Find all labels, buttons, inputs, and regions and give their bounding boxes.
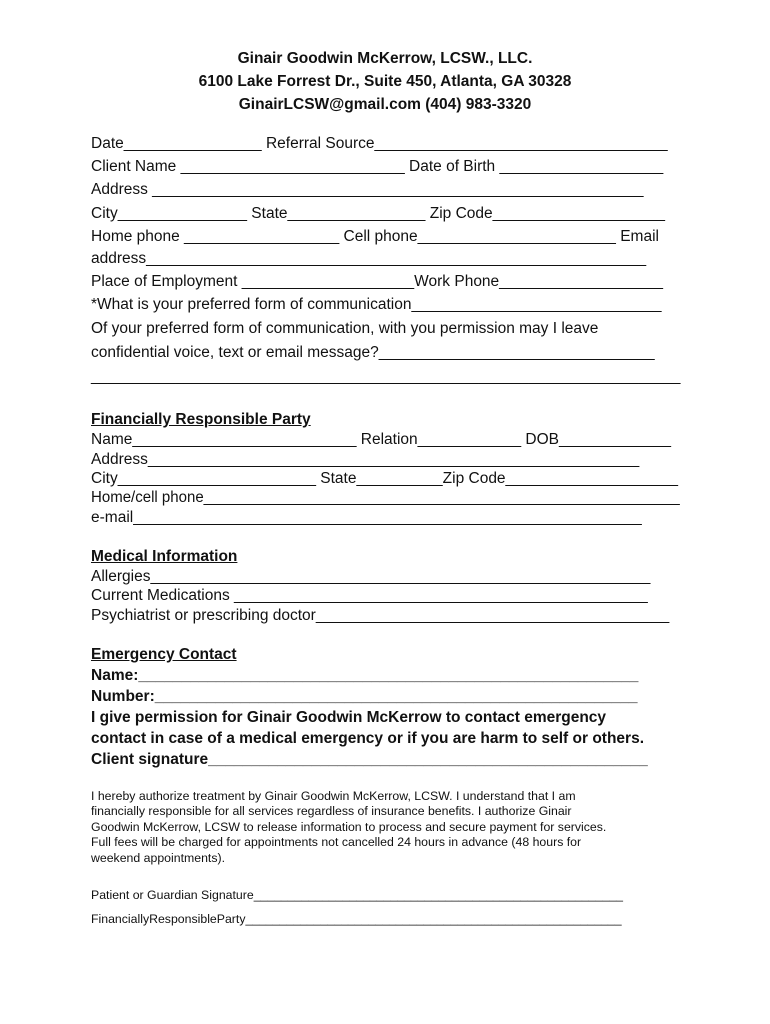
financial-city-row[interactable]: City_______________________ State__________Zip Code____________________	[91, 470, 678, 487]
emergency-number-row[interactable]: Number:________________________________________________________	[91, 688, 638, 705]
financial-address-row[interactable]: Address_________________________________________________________	[91, 451, 640, 468]
email-address-row[interactable]: address__________________________________________________________	[91, 250, 647, 267]
preferred-communication-row[interactable]: *What is your preferred form of communication_____________________________	[91, 296, 662, 313]
date-referral-row[interactable]: Date________________ Referral Source__________________________________	[91, 135, 668, 152]
form-header	[0, 47, 770, 116]
authorization-line: weekend appointments).	[91, 850, 225, 865]
authorization-paragraph	[91, 789, 691, 866]
client-name-dob-row[interactable]: Client Name __________________________ Date of Birth ___________________	[91, 158, 664, 175]
emergency-permission-line-2: contact in case of a medical emergency or if you are harm to self or others.	[91, 730, 645, 747]
blank-line-row[interactable]: ______________________________________________________________________	[91, 368, 681, 385]
authorization-line: financially responsible for all services regardless of insurance benefits. I authorize Ginair	[91, 804, 572, 819]
emergency-section-heading: Emergency Contact	[91, 646, 237, 663]
permission-text: Of your preferred form of communication, with you permission may I leave	[91, 320, 599, 337]
medications-row[interactable]: Current Medications ________________________________________________	[91, 587, 648, 604]
confidential-message-row[interactable]: confidential voice, text or email message?________________________________	[91, 344, 655, 361]
client-signature-row[interactable]: Client signature___________________________________________________	[91, 751, 648, 768]
psychiatrist-row[interactable]: Psychiatrist or prescribing doctor_________________________________________	[91, 607, 670, 624]
address-row[interactable]: Address _________________________________________________________	[91, 181, 644, 198]
practice-contact: GinairLCSW@gmail.com (404) 983-3320	[238, 96, 532, 113]
practice-name: Ginair Goodwin McKerrow, LCSW., LLC.	[237, 50, 533, 67]
phone-row[interactable]: Home phone __________________ Cell phone_______________________ Email	[91, 228, 659, 245]
medical-section-heading: Medical Information	[91, 548, 238, 565]
financial-email-row[interactable]: e-mail___________________________________________________________	[91, 509, 642, 526]
allergies-row[interactable]: Allergies__________________________________________________________	[91, 568, 651, 585]
city-state-zip-row[interactable]: City_______________ State________________ Zip Code____________________	[91, 205, 666, 222]
patient-guardian-signature-row[interactable]: Patient or Guardian Signature______________________________________________________	[91, 888, 623, 902]
financial-name-row[interactable]: Name__________________________ Relation____________ DOB_____________	[91, 431, 672, 448]
authorization-line: Goodwin McKerrow, LCSW to release information to process and secure payment for services.	[91, 819, 607, 834]
emergency-permission-line-1: I give permission for Ginair Goodwin McKerrow to contact emergency	[91, 709, 607, 726]
authorization-line: Full fees will be charged for appointments not cancelled 24 hours in advance (48 hours for	[91, 835, 582, 850]
financial-section-heading: Financially Responsible Party	[91, 411, 311, 428]
emergency-name-row[interactable]: Name:__________________________________________________________	[91, 667, 639, 684]
financial-phone-row[interactable]: Home/cell phone_________________________________________________________	[91, 489, 680, 506]
authorization-line: I hereby authorize treatment by Ginair Goodwin McKerrow, LCSW. I understand that I am	[91, 789, 576, 803]
employment-row[interactable]: Place of Employment ____________________Work Phone___________________	[91, 273, 663, 290]
practice-address: 6100 Lake Forrest Dr., Suite 450, Atlanta, GA 30328	[198, 73, 572, 90]
financially-responsible-signature-row[interactable]: FinanciallyResponsibleParty_______________________________________________________	[91, 912, 622, 926]
